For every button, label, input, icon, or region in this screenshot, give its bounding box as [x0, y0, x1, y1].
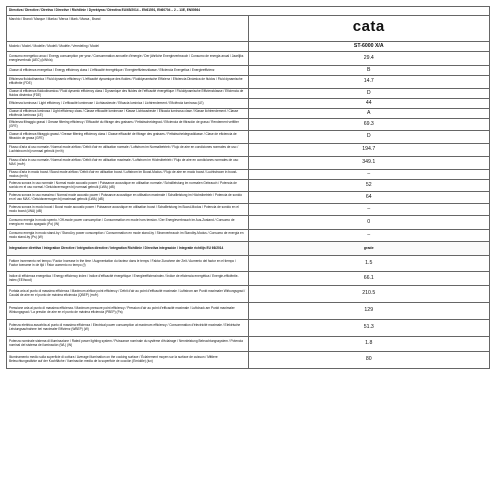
parameter-row [7, 256, 490, 272]
parameter-row [7, 272, 490, 286]
parameter-value: 51.3 [248, 320, 490, 337]
parameter-value: 29.4 [248, 52, 490, 66]
parameter-row [7, 99, 490, 109]
parameter-label: Consumo energia in modo spento / Off-mode power consumption / Consommation en mode hors tension / Der Energieverbrauch im Aus-Zustand / Consumo de energia en modo apagado (Po) (W) [7, 216, 249, 230]
parameter-value: 210.5 [248, 286, 490, 303]
parameter-label: Indice di efficienza energetica / Energy efficiency index / Indice d'efficacité énergétique / Energieeffizienzindex / Índice de eficiencia energética / Energie-efficiëntie-index (EEIhood) [7, 272, 249, 286]
parameter-row [7, 286, 490, 303]
integration-section-grade: grade [248, 242, 490, 256]
parameter-row [7, 337, 490, 352]
parameter-label: Potenza sonora in modo boost / Boost mode acoustic power / Puissance acoustique en utilisation boost / Schallleistung im Boost-Modus / Potencia de sonido en el modo boost (LWA) (dB) [7, 204, 249, 216]
parameter-value: 80 [248, 352, 490, 369]
parameter-value: 66.1 [248, 272, 490, 286]
parameter-row [7, 89, 490, 99]
parameter-label: Consumo energetico anuo / Energy consumption per year / Consommation annuelle d'énergie / Der jährliche Energieverbrauch / Consumo de energia anual / Jaarlijks energieverbruik (AEC) (kWh/a) [7, 52, 249, 66]
parameter-label: Potenza elettrica assorbita al punto di massima efficienza / Electrical power consumption at maximum efficiency / Consommation d'électricité maximale / Elektrische Leistungsaufnahme bei maximaler Effizienz (WBEP) (W) [7, 320, 249, 337]
integration-section-row [7, 242, 490, 256]
parameter-row [7, 109, 490, 119]
parameter-value: 1.5 [248, 256, 490, 272]
parameter-label: Efficienza filtraggio grassi / Grease filtering efficiency / Efficacité du filtrage des graisses / Fettabscheidegrad / Eficiencia de filtración de grasa / Rendement vetfilter (GFE) [7, 119, 249, 131]
parameter-label: Efficienza fluidodinamica / Fluid dynamic efficiency / L'efficacité dynamique des fluides / Fluiddynamische Effizienz / Eficiencia Dinámica de fluidos / Fluid dynamische efficiëntie (FDE) [7, 76, 249, 89]
parameter-label: Pressione aria al punto di massima efficienza / Maximum pressure point efficiency / Pression d'air au point d'efficacité maximale / Luftdruck am Punkt maximaler Wirkungsgrad / La presión de aire en el punto de máxima eficiencia (PBEP) (Pa) [7, 303, 249, 320]
parameter-value: 129 [248, 303, 490, 320]
model-label: Modelo / Model / Modelle / Modell / Modèle / Veredeling / Model [7, 42, 249, 52]
parameter-label: Potenza nominale sistema di illuminazione / Rated power lighting system / Puissance nominale du système d'éclairage / Nennleistung Beleuchtungssystem / Potencia nominal del sistema de iluminación (WL) (W) [7, 337, 249, 352]
parameter-value: 1.8 [248, 337, 490, 352]
parameter-row [7, 216, 490, 230]
parameter-value: D [248, 131, 490, 144]
model-value: ST-6000 X/A [248, 42, 490, 52]
parameter-row [7, 320, 490, 337]
parameter-row [7, 76, 490, 89]
directive-header-row [7, 7, 490, 16]
parameter-label: Efficienza luminosa / Light efficiency / L'efficacité lumineuse / Lichtausbeute / Eficacia lumínica / Lichtrendement / Eficiência luminosa (LE) [7, 99, 249, 109]
parameter-label: Classe di efficienza filtraggio grassi / Grease filtering efficiency class / Classe efficacité de filtrage des graisses / Fettabscheidegradklasse / Clase de eficiencia de filtración de grasa (GFE) [7, 131, 249, 144]
parameter-row [7, 352, 490, 369]
parameter-label: Classe di efficienza energetica / Energy efficiency class / L'efficacité énergétique / Energieeffizienzklasse / Eficiencia Energetica / Energieeffizienz [7, 66, 249, 76]
parameter-row [7, 204, 490, 216]
parameter-label: Potenza sonora in uso normale / Normal mode acoustic power / Puissance acoustique en utilisation normale / Schallleistung im normalen Gebrauch / Potencia de sonido en el uso normal / Geluidsvermogen bij normaal gebruik (LWA) (dB) [7, 180, 249, 192]
parameter-row [7, 192, 490, 204]
parameter-label: Classe di efficienza fluidodinamica / Fluid dynamic efficiency class / Dynamique des fluides de l'efficacité énergétique / Fluiddynamische Effizienzklasse / Eficiencia de fluidos dinámica (FDE) [7, 89, 249, 99]
parameter-value: 69.3 [248, 119, 490, 131]
parameter-row [7, 144, 490, 157]
parameter-value: 44 [248, 99, 490, 109]
energy-label-sheet [6, 6, 490, 369]
parameter-row [7, 157, 490, 170]
parameter-row [7, 170, 490, 180]
parameters-section-a [7, 52, 490, 242]
parameter-label: Flusso d'aria al uso normale / Normal mode airflow / Débit d'air en utilisation normale / Luftstrom im Normalbetrieb / Flujo de aire en condiciones normales de uso / Luchtstroom bij normaal gebruik (m³/h) [7, 144, 249, 157]
parameter-label: Classe di efficienza luminosa / Light efficiency class / Classe efficacité lumineuse / Klasse Lichtausbeute / Eficacia luminosa clase / Klasse lichtrendement / Classe eficiência luminosa (LE) [7, 109, 249, 119]
parameter-value: – [248, 170, 490, 180]
parameter-row [7, 119, 490, 131]
parameter-value: – [248, 204, 490, 216]
parameter-value: 52 [248, 180, 490, 192]
parameter-label: Consumo energia in modo stand-by / Stand-by power consumption / Consommation en mode stand-by / Stromverbrauch im Standby-Modus / Consumo de energía en modo stand-by (Ps) (W) [7, 230, 249, 242]
parameter-row [7, 180, 490, 192]
directive-header: Directiva / Directive / Diretiva / Directive / Richtlinie / Dyrektywa / Directiva EU/65/2014 – EN61591, EN60704 – 2 – 13E, EN50564 [7, 7, 490, 16]
parameter-value: 349.1 [248, 157, 490, 170]
brand-logo [248, 16, 490, 42]
brand-row [7, 16, 490, 42]
parameter-row [7, 303, 490, 320]
parameter-row [7, 131, 490, 144]
parameter-value: 64 [248, 192, 490, 204]
parameter-row [7, 66, 490, 76]
parameter-row [7, 230, 490, 242]
parameter-label: Fattore incremento nel tempo / Factor Increase in the time / Augmentation du facteur dans le temps / Faktor Zunahme der Zeit / Aumento del factor en el tiempo / Factor toename in de tijd / Fator aumento no tempo (f) [7, 256, 249, 272]
parameter-value: – [248, 230, 490, 242]
parameter-label: Flusso d'aria in uso normale / Normal mode airflow / Débit d'air en utilisation maximale / Luftstrom im Höchstbetrieb / Flujo de aire en condiciones normales de uso MAX (m³/h) [7, 157, 249, 170]
integration-section-label: Integrazione direttiva / Integration Directive / Intégration directive / Integration Richtlinie / Directiva integración / Integratie richtlijn EU 66/2014 [7, 242, 249, 256]
parameter-value: A [248, 109, 490, 119]
parameter-label: Illuminamento medio sulla superficie di cottura / Average illumination on the cooking surface / Éclairement moyen sur la surface de cuisson / Mittlere Beleuchtungsstärke auf der Kochfläche / Iluminación media de la superficie de cocción (Emiddle) (lux) [7, 352, 249, 369]
parameter-value: 14.7 [248, 76, 490, 89]
parameter-label: Portata aria al punto di massima efficienza / Maximum airflow point efficiency / Débit d'air au point d'efficacité maximale / Luftstrom am Punkt maximaler Wirkungsgrad / Caudal de aire en el punto de máxima eficiencia (QBEP) (m³/h) [7, 286, 249, 303]
cata-logo: cata [352, 17, 385, 35]
specification-table [6, 6, 490, 369]
parameter-label: Potenza sonora in uso massimo / Normal mode acoustic power / Puissance acoustique en utilisation maximale / Schallleistung im Höchstbetrieb / Potencia de sonido en el uso MAX / Geluidsvermogen bij maximaal gebruik (LWA) (dB) [7, 192, 249, 204]
model-row [7, 42, 490, 52]
parameters-section-b [7, 256, 490, 369]
parameter-value: D [248, 89, 490, 99]
parameter-value: 0 [248, 216, 490, 230]
parameter-row [7, 52, 490, 66]
parameter-value: B [248, 66, 490, 76]
brand-label: Marchio / Brand / Marque / Marka / Merca / Mark / Marca , Brand [7, 16, 249, 42]
parameter-value: 194.7 [248, 144, 490, 157]
parameter-label: Flusso d'aria in modo boost / Boost mode airflow / Débit d'air en utilisation boost / Luftstrom im Boost-Modus / Flujo de aire en modo boost / Luchtstroom in boost-modus (m³/h) [7, 170, 249, 180]
